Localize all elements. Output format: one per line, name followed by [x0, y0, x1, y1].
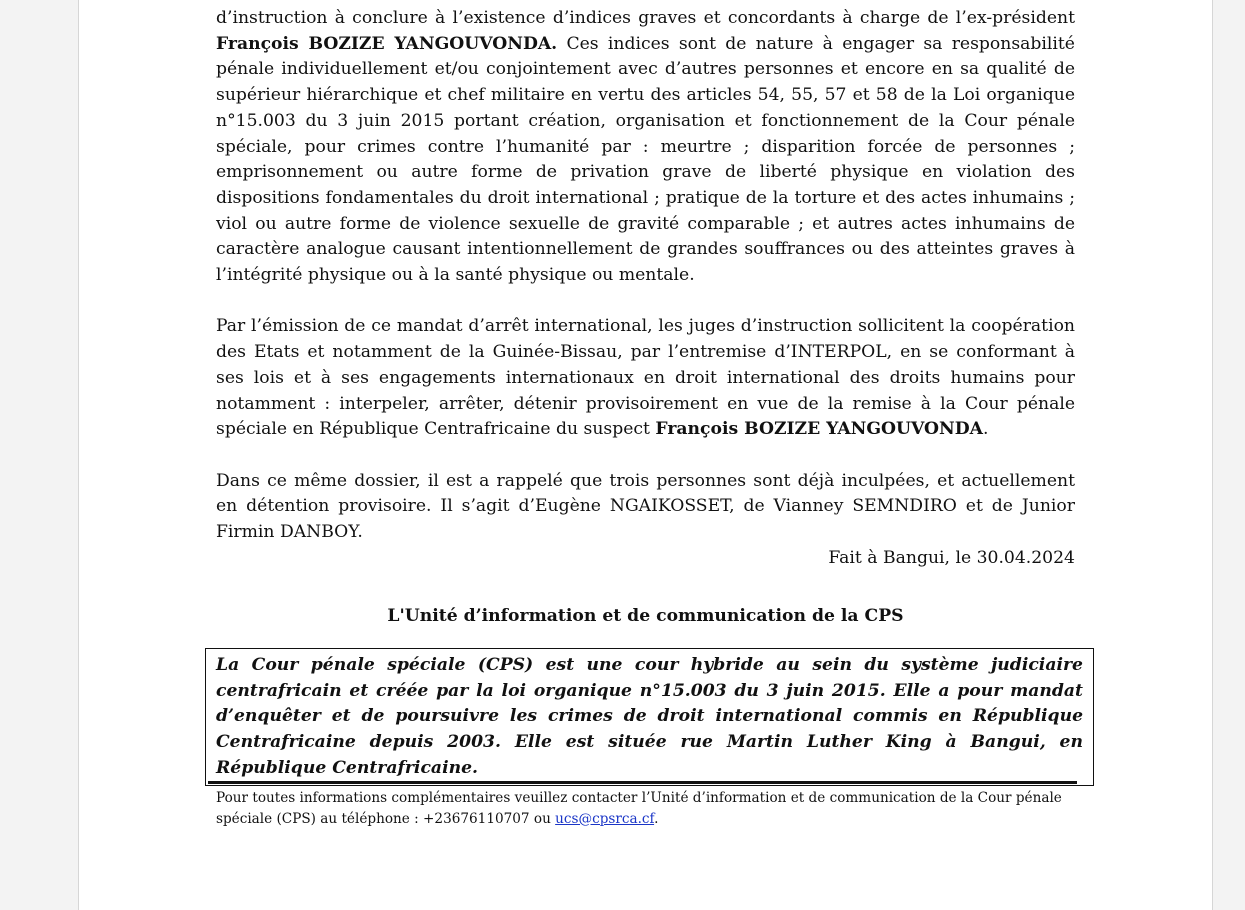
paragraph-cooperation: Par l’émission de ce mandat d’arrêt international, les juges d’instruction sollicitent la coopération des Etats et notamment de la Guinée-Bissau, par l’entremise d’INTERPOL, en se conformant à ses lois et à ses engagements internationaux en droit international des droits humains pour notamment : interpeler, arrêter, détenir provisoirement en vue de la remise à la Cour pénale spéciale en République Centrafricaine du suspect François BOZIZE YANGOUVONDA.: [216, 316, 1075, 440]
contact-email-link[interactable]: ucs@cpsrca.cf: [555, 810, 655, 827]
paragraph-co-accused: Dans ce même dossier, il est a rappelé que trois personnes sont déjà inculpées, et actuellement en détention provisoire. Il s’agit d’Eugène NGAIKOSSET, de Vianney SEMNDIRO et de Junior Firmin DANBOY.: [216, 470, 1075, 543]
paragraph-charges: d’instruction à conclure à l’existence d’indices graves et concordants à charge de l’ex-président François BOZIZE YANGOUVONDA. Ces indices sont de nature à engager sa responsabilité pénale individuellement et/ou conjointement avec d’autres personnes et encore en sa qualité de supérieur hiérarchique et chef militaire en vertu des articles 54, 55, 57 et 58 de la Loi organique n°15.003 du 3 juin 2015 portant création, organisation et fonctionnement de la Cour pénale spéciale, pour crimes contre l’humanité par : meurtre ; disparition forcée de personnes ; emprisonnement ou autre forme de privation grave de liberté physique en violation des dispositions fondamentales du droit international ; pratique de la torture et des actes inhumains ; viol ou autre forme de violence sexuelle de gravité comparable ; et autres actes inhumains de caractère analogue causant intentionnellement de grandes souffrances ou des atteintes graves à l’intégrité physique ou à la santé physique ou mentale.: [216, 8, 1075, 286]
body-text: [216, 6, 1075, 571]
footer-divider: [208, 781, 1077, 784]
cps-info-box: La Cour pénale spéciale (CPS) est une cour hybride au sein du système judiciaire centrafricain et créée par la loi organique n°15.003 du 3 juin 2015. Elle a pour mandat d’enquêter et de poursuivre les crimes de droit international commis en République Centrafricaine depuis 2003. Elle est située rue Martin Luther King à Bangui, en République Centrafricaine.: [205, 648, 1094, 786]
signature: L'Unité d’information et de communication de la CPS: [387, 606, 904, 626]
accused-name: François BOZIZE YANGOUVONDA.: [216, 33, 558, 54]
footer-note: Pour toutes informations complémentaires veuillez contacter l’Unité d’information et de communication de la Cour pénale spéciale (CPS) au téléphone : +23676110707 ou ucs@cpsrca.cf.: [216, 790, 1062, 827]
document-page: [78, 0, 1213, 910]
date-line: Fait à Bangui, le 30.04.2024: [828, 547, 1075, 568]
suspect-name: François BOZIZE YANGOUVONDA: [655, 419, 983, 440]
